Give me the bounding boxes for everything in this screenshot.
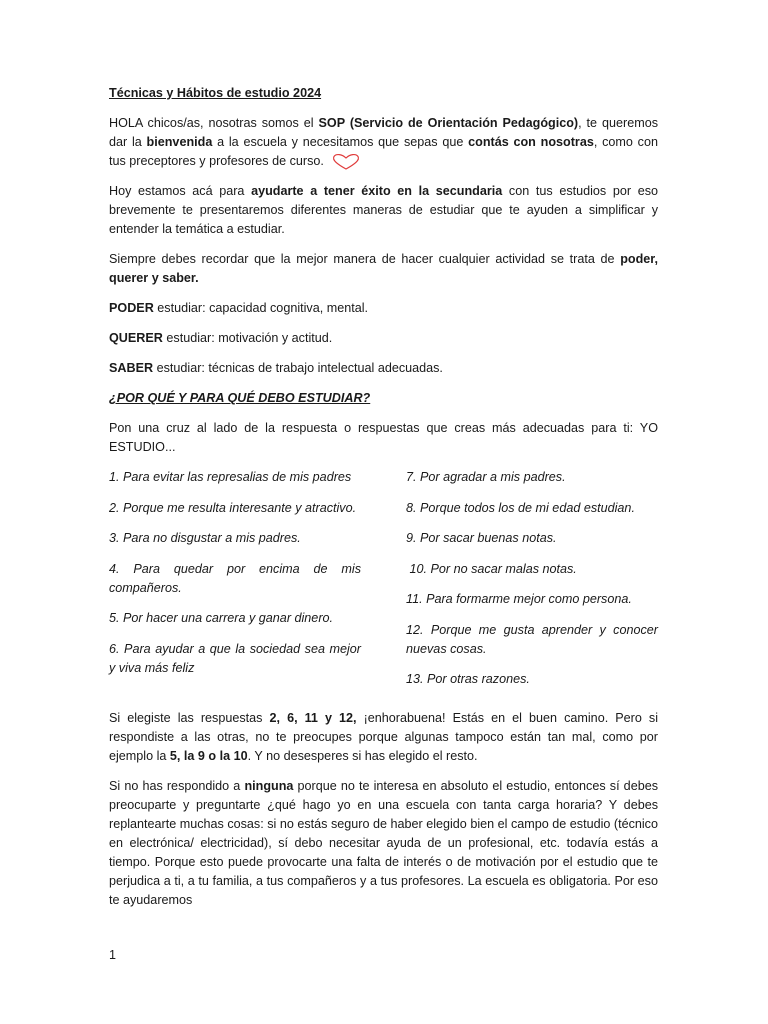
option-item: 12. Porque me gusta aprender y conocer nuevas cosas. — [406, 622, 658, 656]
option-item: 13. Por otras razones. — [406, 672, 530, 686]
document-title: Técnicas y Hábitos de estudio 2024 — [109, 86, 322, 100]
option-item: 1. Para evitar las represalias de mis padres — [109, 470, 352, 484]
options-right-column — [406, 468, 658, 701]
querer-line: QUERER estudiar: motivación y actitud. — [109, 331, 333, 345]
instructions-paragraph: Pon una cruz al lado de la respuesta o respuestas que creas más adecuadas para ti: YO ESTUDIO... — [109, 421, 658, 454]
option-item: 6. Para ayudar a que la sociedad sea mejor y viva más feliz — [109, 641, 361, 675]
options-list — [109, 468, 658, 701]
result-paragraph: Si elegiste las respuestas 2, 6, 11 y 12, ¡enhorabuena! Estás en el buen camino. Pero si respondiste a las otras, no te preocupes porque algunas tampoco están tan mal, como por ejemplo la 5, la 9 o la 10. Y no desesperes si has elegido el resto. — [109, 710, 658, 763]
option-item: 8. Porque todos los de mi edad estudian. — [406, 500, 635, 515]
intro-paragraph: HOLA chicos/as, nosotras somos el SOP (Servicio de Orientación Pedagógico), te queremos dar la bienvenida a la escuela y necesitamos que sepas que contás con nosotras, como con tus preceptores y profesores de curso. — [109, 114, 658, 171]
option-item: 3. Para no disgustar a mis padres. — [109, 531, 301, 545]
poder-line: PODER estudiar: capacidad cognitiva, mental. — [109, 301, 369, 315]
heart-icon — [331, 153, 361, 171]
option-item: 9. Por sacar buenas notas. — [406, 531, 557, 545]
purpose-paragraph: Hoy estamos acá para ayudarte a tener éxito en la secundaria con tus estudios por eso brevemente te presentaremos diferentes maneras de estudiar que te ayuden a simplificar y entender la temática a estudiar. — [109, 184, 659, 236]
option-item: 2. Porque me resulta interesante y atractivo. — [109, 500, 357, 515]
saber-line: SABER estudiar: técnicas de trabajo intelectual adecuadas. — [109, 361, 443, 375]
option-item: 11. Para formarme mejor como persona. — [406, 592, 632, 606]
remember-paragraph: Siempre debes recordar que la mejor manera de hacer cualquier actividad se trata de poder, querer y saber. — [109, 252, 658, 285]
option-item: 4. Para quedar por encima de mis compañeros. — [109, 561, 361, 595]
page-number: 1 — [109, 948, 117, 962]
option-item: 10. Por no sacar malas notas. — [406, 561, 577, 576]
document-page — [109, 84, 658, 921]
closing-paragraph: Si no has respondido a ninguna porque no te interesa en absoluto el estudio, entonces sí debes preocuparte y preguntarte ¿qué hago yo en una escuela con tanta carga horaria? Y debes replantearte muchas cosas: si no estás seguro de haber elegido bien el campo de estudio (técnico en electrónica/ electricidad), sí debo necesitar ayuda de un profesional, etc. todavía estás a tiempo. Porque esto puede provocarte una falta de interés o de motivación por el estudio que te perjudica a ti, a tu familia, a tus compañeros y a tus profesores. La escuela es obligatoria. Por eso te ayudaremos — [109, 778, 658, 907]
option-item: 5. Por hacer una carrera y ganar dinero. — [109, 611, 334, 625]
options-left-column — [109, 468, 361, 701]
option-item: 7. Por agradar a mis padres. — [406, 470, 566, 484]
section-question: ¿POR QUÉ Y PARA QUÉ DEBO ESTUDIAR? — [109, 391, 371, 405]
